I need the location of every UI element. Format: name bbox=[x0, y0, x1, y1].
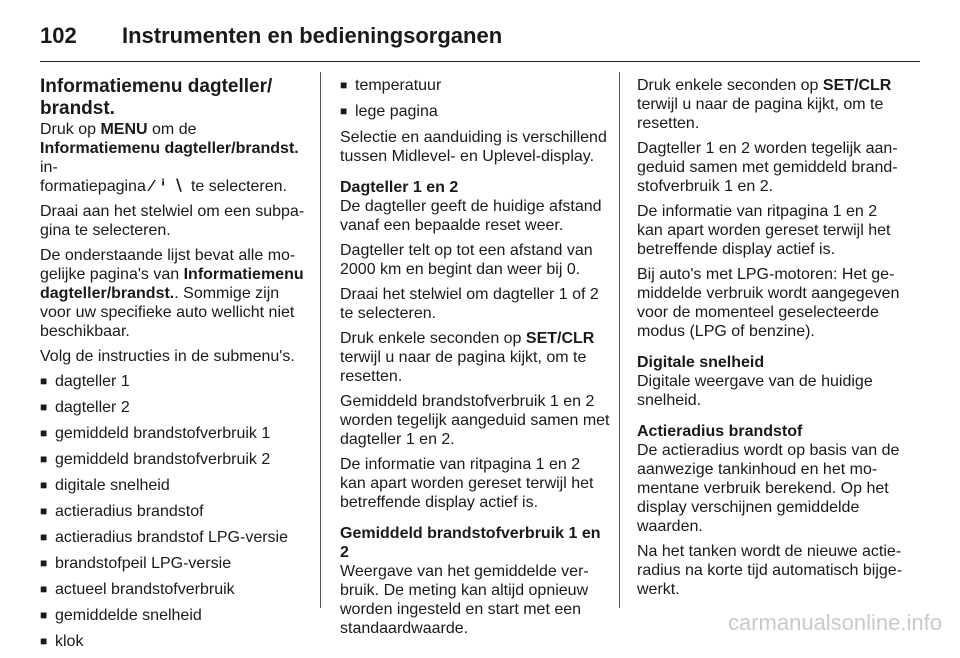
list-item: ■ digitale snelheid bbox=[40, 476, 310, 495]
paragraph bbox=[340, 329, 610, 386]
list-item: ■ actueel brandstofverbruik bbox=[40, 580, 310, 599]
text: te selecteren. bbox=[186, 178, 287, 195]
column-2 bbox=[340, 76, 610, 644]
set-clr-key: SET/CLR bbox=[822, 77, 892, 94]
text: terwijl u naar de pagina kijkt, om te resetten. bbox=[637, 96, 884, 132]
column-divider-1 bbox=[320, 72, 321, 608]
text: in- bbox=[40, 159, 58, 176]
list-item: ■ dagteller 2 bbox=[40, 398, 310, 417]
list-item: ■ gemiddeld brandstofverbruik 1 bbox=[40, 424, 310, 443]
page-number: 102 bbox=[40, 23, 77, 48]
list-item: ■ temperatuur bbox=[340, 76, 610, 95]
text: De onderstaande lijst bevat alle mogelijke pagina's van bbox=[40, 247, 296, 283]
submenu-list bbox=[40, 372, 310, 651]
subheading-actieradius: Actieradius brandstof bbox=[637, 423, 803, 440]
subheading-digitale-snelheid: Digitale snelheid bbox=[637, 354, 765, 371]
list-item: ■ gemiddelde snelheid bbox=[40, 606, 310, 625]
paragraph bbox=[40, 246, 310, 341]
paragraph: Volg de instructies in de submenu's. bbox=[40, 348, 295, 365]
page-header bbox=[40, 18, 920, 54]
paragraph: Dagteller 1 en 2 worden tegelijk aangeduid samen met gemiddeld brandstofverbruik 1 en 2. bbox=[637, 140, 898, 195]
paragraph: Digitale weergave van de huidige snelheid. bbox=[637, 373, 873, 409]
paragraph: Na het tanken wordt de nieuwe actieradius na korte tijd automatisch bijgewerkt. bbox=[637, 543, 903, 598]
section-title-line-2: brandst. bbox=[40, 98, 115, 119]
column-3 bbox=[637, 76, 907, 605]
column-divider-2 bbox=[619, 72, 620, 608]
paragraph: De informatie van ritpagina 1 en 2 kan apart worden gereset terwijl het betreffende display actief is. bbox=[340, 456, 594, 511]
paragraph: Draai aan het stelwiel om een subpagina te selecteren. bbox=[40, 203, 305, 239]
list-item: ■ brandstofpeil LPG-versie bbox=[40, 554, 310, 573]
set-clr-key: SET/CLR bbox=[525, 330, 595, 347]
column-1 bbox=[40, 76, 310, 658]
paragraph: Gemiddeld brandstofverbruik 1 en 2 worden tegelijk aangeduid samen met dagteller 1 en 2. bbox=[340, 393, 610, 448]
menu-name: Informatiemenu dagteller/brandst. bbox=[40, 140, 299, 157]
menu-name: Informatiemenu dagteller/brandst. bbox=[40, 266, 304, 302]
text: Druk enkele seconden op bbox=[637, 77, 823, 94]
watermark: carmanualsonline.info bbox=[727, 610, 942, 635]
list-item: ■ lege pagina bbox=[340, 102, 610, 121]
paragraph: De informatie van ritpagina 1 en 2 kan apart worden gereset terwijl het betreffende display actief is. bbox=[637, 203, 891, 258]
submenu-list-continued bbox=[340, 76, 610, 121]
text: terwijl u naar de pagina kijkt, om te resetten. bbox=[340, 349, 587, 385]
intro-paragraph bbox=[40, 120, 310, 196]
paragraph: Draai het stelwiel om dagteller 1 of 2 te selecteren. bbox=[340, 286, 599, 322]
paragraph bbox=[637, 76, 907, 133]
paragraph: De actieradius wordt op basis van de aanwezige tankinhoud en het momentane verbruik berekend. Op het display verschijnen gemiddelde waarden. bbox=[637, 442, 900, 535]
section-title-line-1: Informatiemenu dagteller/ bbox=[40, 76, 273, 97]
paragraph: Weergave van het gemiddelde verbruik. De meting kan altijd opnieuw worden ingesteld en start met een standaardwaarde. bbox=[340, 563, 589, 637]
text: Druk op bbox=[40, 121, 101, 138]
list-item: ■ actieradius brandstof bbox=[40, 502, 310, 521]
subheading-gemiddeld-verbruik: Gemiddeld brandstofverbruik 1 en 2 bbox=[340, 525, 601, 561]
subheading-dagteller: Dagteller 1 en 2 bbox=[340, 179, 459, 196]
text: Druk enkele seconden op bbox=[340, 330, 526, 347]
list-item: ■ klok bbox=[40, 632, 310, 651]
text: formatiepagina bbox=[40, 178, 151, 195]
list-item: ■ gemiddeld brandstofverbruik 2 bbox=[40, 450, 310, 469]
section-title bbox=[40, 76, 310, 120]
trip-info-icon: ⁄ ⁱ ∖ bbox=[150, 178, 187, 195]
paragraph: Dagteller telt op tot een afstand van 2000 km en begint dan weer bij 0. bbox=[340, 242, 593, 278]
menu-key: MENU bbox=[100, 121, 148, 138]
text: . Sommige zijn voor uw specifieke auto wellicht niet beschikbaar. bbox=[40, 285, 295, 340]
paragraph: Bij auto's met LPG-motoren: Het gemiddelde verbruik wordt aangegeven voor de momenteel geselecteerde modus (LPG of benzine). bbox=[637, 266, 900, 340]
paragraph: De dagteller geeft de huidige afstand vanaf een bepaalde reset weer. bbox=[340, 198, 602, 234]
list-item: ■ dagteller 1 bbox=[40, 372, 310, 391]
page-title: Instrumenten en bedieningsorganen bbox=[122, 23, 503, 48]
header-rule bbox=[40, 61, 920, 62]
list-item: ■ actieradius brandstof LPG-versie bbox=[40, 528, 310, 547]
paragraph: Selectie en aanduiding is verschillend tussen Midlevel- en Uplevel-display. bbox=[340, 129, 607, 165]
text: om de bbox=[147, 121, 197, 138]
